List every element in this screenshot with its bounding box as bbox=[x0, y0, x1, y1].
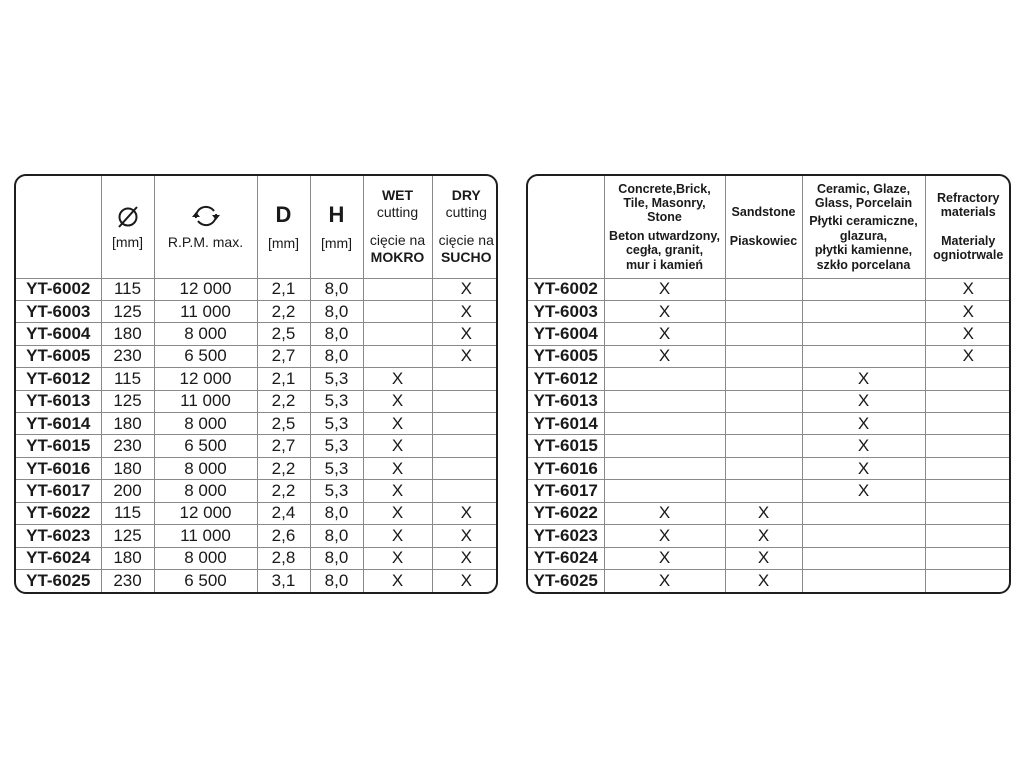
d-cell: 2,1 bbox=[257, 368, 310, 390]
refractory-en-2: materials bbox=[940, 205, 996, 220]
diameter-cell: 115 bbox=[101, 502, 154, 524]
sandstone-mark-cell bbox=[725, 345, 802, 367]
refractory-en-1: Refractory bbox=[936, 191, 1000, 205]
specs-table-panel bbox=[14, 174, 498, 594]
ceramic-header bbox=[802, 176, 925, 278]
ceramic-mark-cell: X bbox=[802, 435, 925, 457]
h-cell: 8,0 bbox=[310, 323, 363, 345]
table-row bbox=[16, 323, 498, 345]
wet-mark-cell: X bbox=[363, 525, 432, 547]
concrete-en-3: Stone bbox=[647, 210, 682, 225]
rpm-cell: 12 000 bbox=[154, 368, 257, 390]
table-row bbox=[528, 547, 1011, 569]
concrete-mark-cell bbox=[604, 480, 725, 502]
wet-mark-cell bbox=[363, 278, 432, 300]
rpm-cell: 11 000 bbox=[154, 300, 257, 322]
h-letter: H bbox=[328, 202, 345, 228]
diameter-cell: 230 bbox=[101, 345, 154, 367]
refractory-pl-1: Materialy bbox=[941, 233, 996, 248]
concrete-mark-cell bbox=[604, 435, 725, 457]
model-cell: YT-6016 bbox=[528, 457, 604, 479]
sandstone-mark-cell bbox=[725, 457, 802, 479]
ceramic-mark-cell bbox=[802, 569, 925, 592]
table-row bbox=[16, 300, 498, 322]
table-row bbox=[528, 457, 1011, 479]
h-cell: 8,0 bbox=[310, 569, 363, 592]
ceramic-mark-cell: X bbox=[802, 390, 925, 412]
refractory-mark-cell bbox=[925, 413, 1011, 435]
dry-mark-cell bbox=[432, 435, 498, 457]
refractory-mark-cell bbox=[925, 368, 1011, 390]
ceramic-mark-cell bbox=[802, 525, 925, 547]
rpm-cell: 8 000 bbox=[154, 480, 257, 502]
table-row bbox=[16, 525, 498, 547]
concrete-mark-cell: X bbox=[604, 323, 725, 345]
h-cell: 8,0 bbox=[310, 502, 363, 524]
wet-mark-cell: X bbox=[363, 457, 432, 479]
model-cell: YT-6005 bbox=[16, 345, 101, 367]
wet-mark-cell: X bbox=[363, 569, 432, 592]
diameter-header bbox=[101, 176, 154, 278]
d-cell: 2,2 bbox=[257, 480, 310, 502]
d-cell: 2,6 bbox=[257, 525, 310, 547]
rpm-cell: 6 500 bbox=[154, 345, 257, 367]
model-cell: YT-6025 bbox=[528, 569, 604, 592]
diameter-cell: 180 bbox=[101, 323, 154, 345]
dry-mark-cell: X bbox=[432, 345, 498, 367]
model-cell: YT-6014 bbox=[528, 413, 604, 435]
ceramic-mark-cell bbox=[802, 300, 925, 322]
table-row bbox=[16, 368, 498, 390]
concrete-header bbox=[604, 176, 725, 278]
table-row bbox=[16, 502, 498, 524]
d-cell: 2,1 bbox=[257, 278, 310, 300]
model-cell: YT-6013 bbox=[528, 390, 604, 412]
diameter-cell: 115 bbox=[101, 368, 154, 390]
specs-header-row bbox=[16, 176, 498, 278]
model-cell: YT-6023 bbox=[16, 525, 101, 547]
table-row bbox=[16, 278, 498, 300]
model-cell: YT-6003 bbox=[16, 300, 101, 322]
d-header bbox=[257, 176, 310, 278]
wet-mark-cell: X bbox=[363, 368, 432, 390]
table-row bbox=[528, 390, 1011, 412]
diameter-cell: 125 bbox=[101, 390, 154, 412]
wet-mark-cell: X bbox=[363, 547, 432, 569]
table-row bbox=[16, 457, 498, 479]
wet-mark-cell bbox=[363, 300, 432, 322]
model-cell: YT-6004 bbox=[16, 323, 101, 345]
h-unit: [mm] bbox=[320, 234, 353, 251]
d-cell: 2,7 bbox=[257, 345, 310, 367]
model-cell: YT-6012 bbox=[16, 368, 101, 390]
specs-table bbox=[16, 176, 498, 592]
concrete-mark-cell: X bbox=[604, 502, 725, 524]
wet-mark-cell bbox=[363, 323, 432, 345]
dry-mark-cell bbox=[432, 368, 498, 390]
dry-mark-cell: X bbox=[432, 547, 498, 569]
refractory-mark-cell: X bbox=[925, 278, 1011, 300]
table-row bbox=[528, 413, 1011, 435]
table-row bbox=[16, 480, 498, 502]
sandstone-mark-cell bbox=[725, 368, 802, 390]
diameter-cell: 180 bbox=[101, 457, 154, 479]
concrete-mark-cell: X bbox=[604, 345, 725, 367]
table-row bbox=[528, 323, 1011, 345]
refractory-mark-cell: X bbox=[925, 345, 1011, 367]
refractory-pl-2: ogniotrwale bbox=[933, 248, 1004, 263]
h-cell: 8,0 bbox=[310, 300, 363, 322]
h-cell: 5,3 bbox=[310, 480, 363, 502]
rotation-icon bbox=[155, 202, 257, 230]
ceramic-mark-cell bbox=[802, 323, 925, 345]
dry-mark-cell: X bbox=[432, 525, 498, 547]
wet-mark-cell bbox=[363, 345, 432, 367]
ceramic-mark-cell: X bbox=[802, 368, 925, 390]
model-cell: YT-6004 bbox=[528, 323, 604, 345]
sandstone-mark-cell bbox=[725, 413, 802, 435]
wet-mark-cell: X bbox=[363, 480, 432, 502]
sandstone-pl: Piaskowiec bbox=[729, 233, 798, 248]
model-cell: YT-6015 bbox=[16, 435, 101, 457]
rpm-cell: 6 500 bbox=[154, 435, 257, 457]
diameter-cell: 200 bbox=[101, 480, 154, 502]
table-row bbox=[528, 435, 1011, 457]
table-row bbox=[16, 547, 498, 569]
h-cell: 8,0 bbox=[310, 278, 363, 300]
d-unit: [mm] bbox=[267, 234, 300, 251]
concrete-mark-cell bbox=[604, 413, 725, 435]
rpm-label: R.P.M. max. bbox=[167, 234, 244, 250]
sandstone-mark-cell bbox=[725, 435, 802, 457]
h-cell: 5,3 bbox=[310, 413, 363, 435]
diameter-cell: 230 bbox=[101, 435, 154, 457]
sandstone-mark-cell bbox=[725, 278, 802, 300]
d-letter: D bbox=[275, 202, 292, 228]
sandstone-mark-cell: X bbox=[725, 569, 802, 592]
diameter-cell: 180 bbox=[101, 413, 154, 435]
table-row bbox=[528, 569, 1011, 592]
table-row bbox=[16, 435, 498, 457]
ceramic-pl-2: glazura, bbox=[839, 228, 888, 243]
model-cell: YT-6013 bbox=[16, 390, 101, 412]
materials-table bbox=[528, 176, 1011, 592]
sandstone-mark-cell: X bbox=[725, 547, 802, 569]
ceramic-en-1: Ceramic, Glaze, bbox=[816, 181, 911, 196]
sandstone-mark-cell bbox=[725, 323, 802, 345]
diameter-cell: 125 bbox=[101, 525, 154, 547]
dry-mark-cell: X bbox=[432, 569, 498, 592]
dry-pl: cięcie na bbox=[438, 231, 494, 248]
concrete-mark-cell bbox=[604, 457, 725, 479]
concrete-mark-cell: X bbox=[604, 547, 725, 569]
table-row bbox=[528, 278, 1011, 300]
model-header bbox=[16, 176, 101, 278]
d-cell: 2,2 bbox=[257, 300, 310, 322]
sandstone-mark-cell: X bbox=[725, 525, 802, 547]
materials-header-row bbox=[528, 176, 1011, 278]
dry-mark-cell bbox=[432, 457, 498, 479]
wet-pl-bold: MOKRO bbox=[370, 249, 425, 266]
table-row bbox=[16, 569, 498, 592]
model-cell: YT-6002 bbox=[528, 278, 604, 300]
refractory-mark-cell bbox=[925, 480, 1011, 502]
table-row bbox=[16, 345, 498, 367]
model-cell: YT-6022 bbox=[528, 502, 604, 524]
ceramic-mark-cell: X bbox=[802, 413, 925, 435]
ceramic-mark-cell bbox=[802, 278, 925, 300]
h-cell: 5,3 bbox=[310, 435, 363, 457]
model-header bbox=[528, 176, 604, 278]
h-cell: 5,3 bbox=[310, 368, 363, 390]
diameter-cell: 230 bbox=[101, 569, 154, 592]
d-cell: 2,4 bbox=[257, 502, 310, 524]
dry-en: cutting bbox=[445, 204, 487, 221]
materials-table-panel bbox=[526, 174, 1011, 594]
refractory-header bbox=[925, 176, 1011, 278]
diameter-unit: [mm] bbox=[111, 234, 144, 250]
table-row bbox=[16, 390, 498, 412]
wet-mark-cell: X bbox=[363, 502, 432, 524]
d-cell: 2,7 bbox=[257, 435, 310, 457]
dry-mark-cell: X bbox=[432, 278, 498, 300]
refractory-mark-cell bbox=[925, 525, 1011, 547]
diameter-cell: 115 bbox=[101, 278, 154, 300]
table-row bbox=[528, 345, 1011, 367]
dry-pl-bold: SUCHO bbox=[440, 249, 492, 266]
dry-header bbox=[432, 176, 498, 278]
concrete-mark-cell bbox=[604, 368, 725, 390]
model-cell: YT-6014 bbox=[16, 413, 101, 435]
wet-pl: cięcie na bbox=[369, 231, 426, 248]
rpm-cell: 8 000 bbox=[154, 323, 257, 345]
d-cell: 3,1 bbox=[257, 569, 310, 592]
refractory-mark-cell bbox=[925, 569, 1011, 592]
dry-mark-cell: X bbox=[432, 323, 498, 345]
rpm-cell: 8 000 bbox=[154, 547, 257, 569]
sandstone-en: Sandstone bbox=[731, 205, 796, 220]
model-cell: YT-6025 bbox=[16, 569, 101, 592]
refractory-mark-cell bbox=[925, 435, 1011, 457]
dry-mark-cell bbox=[432, 390, 498, 412]
concrete-mark-cell: X bbox=[604, 569, 725, 592]
rpm-cell: 12 000 bbox=[154, 502, 257, 524]
ceramic-pl-1: Płytki ceramiczne, bbox=[809, 214, 918, 229]
dry-mark-cell bbox=[432, 480, 498, 502]
ceramic-pl-4: szkło porcelana bbox=[816, 257, 911, 272]
d-cell: 2,5 bbox=[257, 323, 310, 345]
concrete-pl-2: cegła, granit, bbox=[625, 243, 704, 258]
rpm-cell: 11 000 bbox=[154, 525, 257, 547]
rpm-cell: 12 000 bbox=[154, 278, 257, 300]
table-row bbox=[528, 525, 1011, 547]
wet-mark-cell: X bbox=[363, 435, 432, 457]
concrete-mark-cell: X bbox=[604, 278, 725, 300]
h-cell: 8,0 bbox=[310, 547, 363, 569]
dry-mark-cell bbox=[432, 413, 498, 435]
model-cell: YT-6016 bbox=[16, 457, 101, 479]
refractory-mark-cell: X bbox=[925, 323, 1011, 345]
ceramic-en-2: Glass, Porcelain bbox=[814, 196, 913, 210]
wet-mark-cell: X bbox=[363, 413, 432, 435]
model-cell: YT-6023 bbox=[528, 525, 604, 547]
model-cell: YT-6002 bbox=[16, 278, 101, 300]
refractory-mark-cell bbox=[925, 457, 1011, 479]
table-row bbox=[528, 502, 1011, 524]
rpm-header bbox=[154, 176, 257, 278]
concrete-pl-3: mur i kamień bbox=[625, 257, 704, 272]
table-row bbox=[16, 413, 498, 435]
rpm-cell: 8 000 bbox=[154, 413, 257, 435]
concrete-mark-cell bbox=[604, 390, 725, 412]
h-cell: 8,0 bbox=[310, 345, 363, 367]
h-cell: 5,3 bbox=[310, 390, 363, 412]
sandstone-mark-cell: X bbox=[725, 502, 802, 524]
rpm-cell: 8 000 bbox=[154, 457, 257, 479]
ceramic-mark-cell bbox=[802, 502, 925, 524]
ceramic-mark-cell: X bbox=[802, 480, 925, 502]
ceramic-mark-cell bbox=[802, 345, 925, 367]
wet-en-bold: WET bbox=[381, 186, 414, 203]
h-cell: 8,0 bbox=[310, 525, 363, 547]
model-cell: YT-6012 bbox=[528, 368, 604, 390]
model-cell: YT-6003 bbox=[528, 300, 604, 322]
d-cell: 2,2 bbox=[257, 457, 310, 479]
rpm-cell: 6 500 bbox=[154, 569, 257, 592]
model-cell: YT-6024 bbox=[528, 547, 604, 569]
sandstone-header bbox=[725, 176, 802, 278]
refractory-mark-cell: X bbox=[925, 300, 1011, 322]
wet-en: cutting bbox=[376, 204, 419, 221]
concrete-en-2: Tile, Masonry, bbox=[623, 196, 706, 210]
model-cell: YT-6022 bbox=[16, 502, 101, 524]
diameter-cell: 180 bbox=[101, 547, 154, 569]
model-cell: YT-6015 bbox=[528, 435, 604, 457]
model-cell: YT-6017 bbox=[16, 480, 101, 502]
concrete-pl-1: Beton utwardzony, bbox=[609, 228, 720, 243]
refractory-mark-cell bbox=[925, 502, 1011, 524]
h-header bbox=[310, 176, 363, 278]
concrete-en-1: Concrete,Brick, bbox=[618, 181, 711, 196]
table-row bbox=[528, 368, 1011, 390]
d-cell: 2,8 bbox=[257, 547, 310, 569]
model-cell: YT-6005 bbox=[528, 345, 604, 367]
sandstone-mark-cell bbox=[725, 390, 802, 412]
dry-en-bold: DRY bbox=[451, 186, 481, 203]
h-cell: 5,3 bbox=[310, 457, 363, 479]
d-cell: 2,5 bbox=[257, 413, 310, 435]
refractory-mark-cell bbox=[925, 547, 1011, 569]
model-cell: YT-6017 bbox=[528, 480, 604, 502]
dry-mark-cell: X bbox=[432, 300, 498, 322]
sandstone-mark-cell bbox=[725, 300, 802, 322]
d-cell: 2,2 bbox=[257, 390, 310, 412]
wet-mark-cell: X bbox=[363, 390, 432, 412]
ceramic-mark-cell bbox=[802, 547, 925, 569]
model-cell: YT-6024 bbox=[16, 547, 101, 569]
diameter-cell: 125 bbox=[101, 300, 154, 322]
diameter-icon bbox=[102, 202, 154, 230]
rpm-cell: 11 000 bbox=[154, 390, 257, 412]
wet-header bbox=[363, 176, 432, 278]
refractory-mark-cell bbox=[925, 390, 1011, 412]
table-row bbox=[528, 480, 1011, 502]
ceramic-mark-cell: X bbox=[802, 457, 925, 479]
table-row bbox=[528, 300, 1011, 322]
concrete-mark-cell: X bbox=[604, 300, 725, 322]
concrete-mark-cell: X bbox=[604, 525, 725, 547]
ceramic-pl-3: płytki kamienne, bbox=[814, 243, 913, 258]
dry-mark-cell: X bbox=[432, 502, 498, 524]
sandstone-mark-cell bbox=[725, 480, 802, 502]
